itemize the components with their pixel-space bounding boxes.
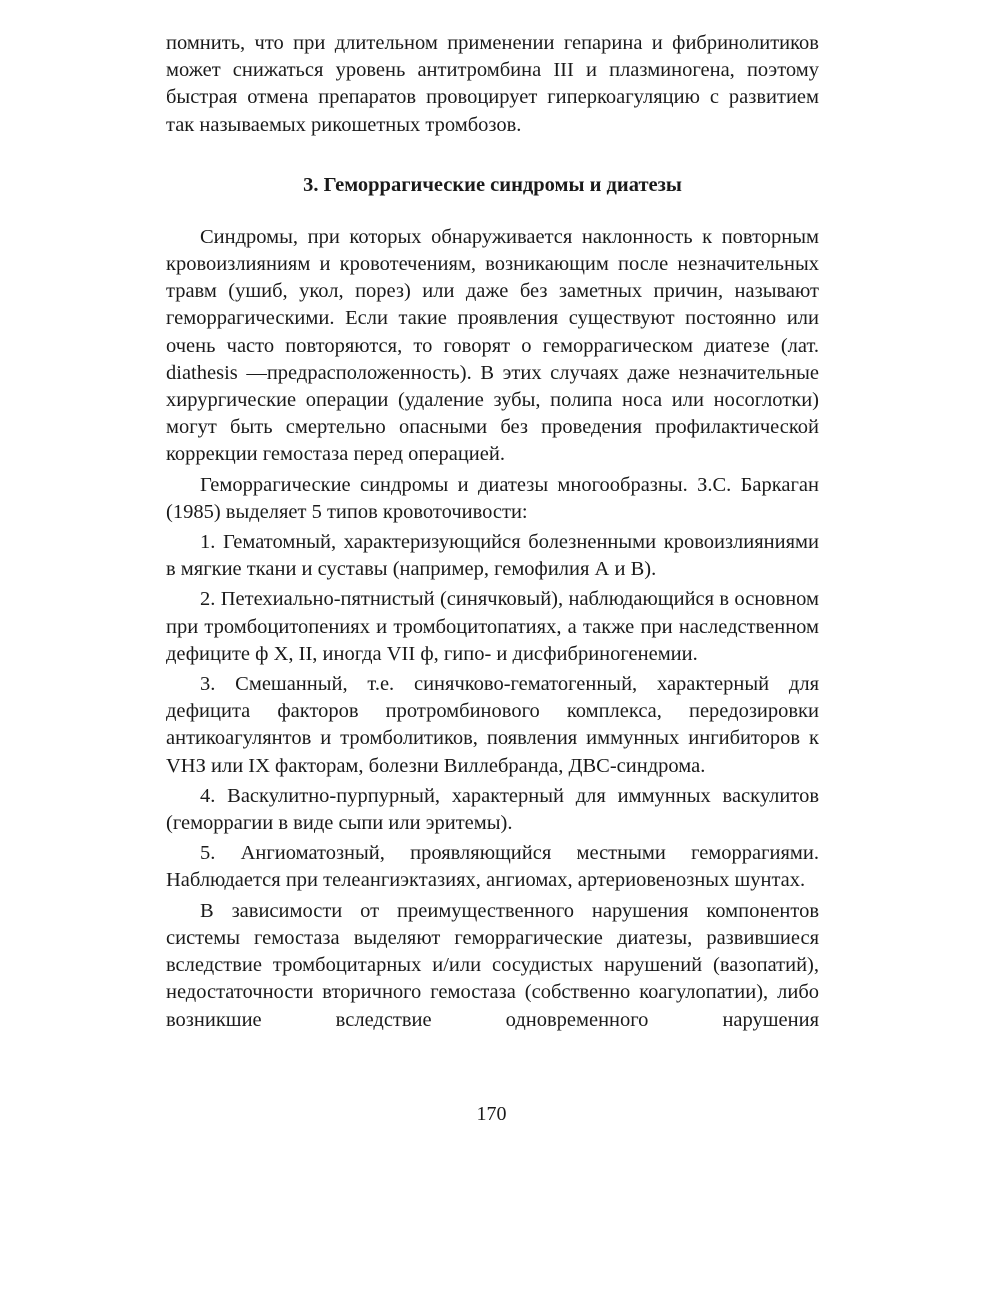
page-content — [166, 30, 819, 1034]
section-heading: 3. Геморрагические синдромы и диатезы — [303, 173, 682, 196]
list-item-type-2: 2. Петехиально-пятнистый (синячковый), наблюдающийся в основном при тромбоцитопениях и тромбоцитопатиях, а также при наследственном дефиците ф X, II, иногда VII ф, гипо- и дисфибриногенемии. — [166, 588, 819, 665]
paragraph-types-intro: Геморрагические синдромы и диатезы многообразны. З.С. Баркаган (1985) выделяет 5 типов кровоточивости: — [166, 473, 819, 523]
intro-paragraph: помнить, что при длительном применении гепарина и фибринолитиков может снижаться уровень антитромбина III и плазминогена, поэтому быстрая отмена препаратов провоцирует гиперкоагуляцию с развитием так называемых рикошетных тромбозов. — [166, 32, 819, 136]
page-number: 170 — [476, 1103, 507, 1125]
list-item-type-4: 4. Васкулитно-пурпурный, характерный для иммунных васкулитов (геморрагии в виде сыпи или эритемы). — [166, 784, 819, 835]
list-item-type-3: 3. Смешанный, т.е. синячково-гематогенный, характерный для дефицита факторов протромбинового комплекса, передозировки антикоагулянтов и тромболитиков, появления иммунных ингибиторов к VНЗ или IX факторам, болезни Виллебранда, ДВС-синдрома. — [166, 673, 819, 777]
list-item-type-1: 1. Гематомный, характеризующийся болезненными кровоизлияниями в мягкие ткани и суставы (например, гемофилия А и В). — [166, 531, 819, 581]
list-item-type-5: 5. Ангиоматозный, проявляющийся местными геморрагиями. Наблюдается при телеангиэктазиях, ангиомах, артериовенозных шунтах. — [166, 842, 819, 892]
paragraph-classification: В зависимости от преимущественного нарушения компонентов системы гемостаза выделяют геморрагические диатезы, развившиеся вследствие тромбоцитарных и/или сосудистых нарушений (вазопатий), недостаточности вторичного гемостаза (собственно коагулопатии), либо возникшие вследствие одновременного нарушения — [166, 899, 819, 1031]
paragraph-definition: Синдромы, при которых обнаруживается наклонность к повторным кровоизлияниям и кровотечениям, возникающим после незначительных травм (ушиб, укол, порез) или даже без заметных причин, называют геморрагическими. Если такие проявления существуют постоянно или очень часто повторяются, то говорят о геморрагическом диатезе (лат. diathesis —предрасположенность). В этих случаях даже незначительные хирургические операции (удаление зубы, полипа носа или носоглотки) могут быть смертельно опасными без проведения профилактической коррекции гемостаза перед операцией. — [166, 225, 819, 466]
